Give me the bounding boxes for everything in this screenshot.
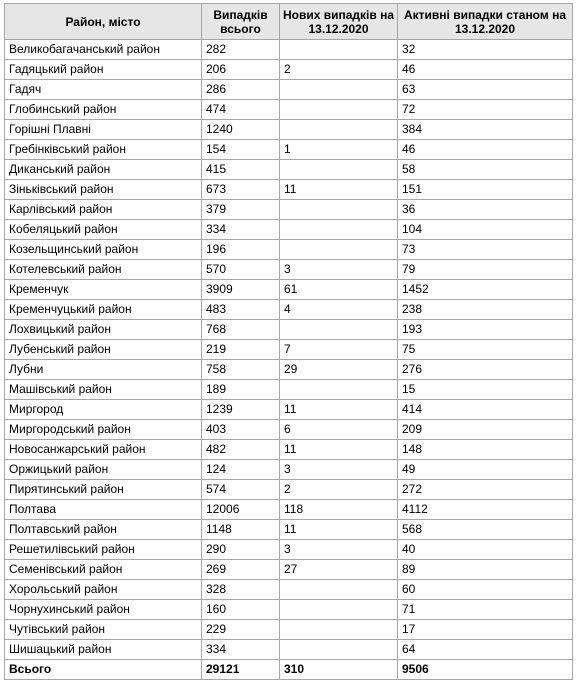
- cell-new-cases: [280, 40, 398, 60]
- cell-active-cases: 60: [398, 580, 573, 600]
- cell-new-cases: 3: [280, 540, 398, 560]
- cell-new-cases: 3: [280, 460, 398, 480]
- cell-new-cases: 4: [280, 300, 398, 320]
- total-active-cases: 9506: [398, 660, 573, 680]
- cell-total-cases: 286: [202, 80, 280, 100]
- cell-new-cases: 2: [280, 480, 398, 500]
- cell-new-cases: [280, 80, 398, 100]
- table-row: [5, 300, 573, 320]
- cell-total-cases: 1240: [202, 120, 280, 140]
- table-row: [5, 180, 573, 200]
- cell-district: Семенівський район: [5, 560, 202, 580]
- cell-district: Диканський район: [5, 160, 202, 180]
- cell-total-cases: 482: [202, 440, 280, 460]
- cell-new-cases: 27: [280, 560, 398, 580]
- table-header-row: [5, 4, 573, 40]
- cell-district: Шишацький район: [5, 640, 202, 660]
- table-row: [5, 560, 573, 580]
- cell-new-cases: 61: [280, 280, 398, 300]
- table-row: [5, 520, 573, 540]
- table-row: [5, 500, 573, 520]
- cell-district: Полтава: [5, 500, 202, 520]
- cell-new-cases: [280, 220, 398, 240]
- cell-total-cases: 768: [202, 320, 280, 340]
- cell-district: Кременчук: [5, 280, 202, 300]
- cell-active-cases: 64: [398, 640, 573, 660]
- cell-district: Великобагачанський район: [5, 40, 202, 60]
- cell-district: Лохвицький район: [5, 320, 202, 340]
- cell-new-cases: 118: [280, 500, 398, 520]
- cell-active-cases: 73: [398, 240, 573, 260]
- cell-total-cases: 403: [202, 420, 280, 440]
- table-row: [5, 40, 573, 60]
- cell-district: Лубенський район: [5, 340, 202, 360]
- cell-district: Зіньківський район: [5, 180, 202, 200]
- cell-district: Гадяч: [5, 80, 202, 100]
- cell-district: Кобеляцький район: [5, 220, 202, 240]
- cell-active-cases: 75: [398, 340, 573, 360]
- cell-total-cases: 379: [202, 200, 280, 220]
- cell-new-cases: 7: [280, 340, 398, 360]
- table-row: [5, 640, 573, 660]
- cell-active-cases: 568: [398, 520, 573, 540]
- cell-total-cases: 219: [202, 340, 280, 360]
- table-row: [5, 120, 573, 140]
- cell-active-cases: 276: [398, 360, 573, 380]
- cell-total-cases: 12006: [202, 500, 280, 520]
- cell-district: Карлівський район: [5, 200, 202, 220]
- covid-cases-table: [4, 3, 573, 680]
- cell-total-cases: 196: [202, 240, 280, 260]
- cell-active-cases: 17: [398, 620, 573, 640]
- cell-total-cases: 189: [202, 380, 280, 400]
- cell-active-cases: 32: [398, 40, 573, 60]
- cell-district: Чорнухинський район: [5, 600, 202, 620]
- table-row: [5, 420, 573, 440]
- cell-total-cases: 570: [202, 260, 280, 280]
- cell-district: Козельщинський район: [5, 240, 202, 260]
- cell-district: Гребінківський район: [5, 140, 202, 160]
- cell-total-cases: 154: [202, 140, 280, 160]
- cell-active-cases: 72: [398, 100, 573, 120]
- cell-active-cases: 104: [398, 220, 573, 240]
- header-active-cases: Активні випадки станом на 13.12.2020: [398, 4, 573, 40]
- table-row: [5, 580, 573, 600]
- cell-total-cases: 3909: [202, 280, 280, 300]
- table-row: [5, 200, 573, 220]
- cell-district: Машівський район: [5, 380, 202, 400]
- cell-district: Пирятинський район: [5, 480, 202, 500]
- cell-district: Новосанжарський район: [5, 440, 202, 460]
- cell-district: Решетилівський район: [5, 540, 202, 560]
- cell-total-cases: 415: [202, 160, 280, 180]
- cell-active-cases: 89: [398, 560, 573, 580]
- cell-total-cases: 328: [202, 580, 280, 600]
- cell-total-cases: 334: [202, 220, 280, 240]
- cell-district: Котелевський район: [5, 260, 202, 280]
- cell-active-cases: 151: [398, 180, 573, 200]
- cell-district: Кременчуцький район: [5, 300, 202, 320]
- cell-new-cases: [280, 200, 398, 220]
- table-row: [5, 340, 573, 360]
- total-cases: 29121: [202, 660, 280, 680]
- cell-active-cases: 209: [398, 420, 573, 440]
- cell-active-cases: 49: [398, 460, 573, 480]
- cell-total-cases: 124: [202, 460, 280, 480]
- cell-total-cases: 334: [202, 640, 280, 660]
- table-row: [5, 260, 573, 280]
- cell-district: Гадяцький район: [5, 60, 202, 80]
- cell-district: Глобинський район: [5, 100, 202, 120]
- cell-active-cases: 71: [398, 600, 573, 620]
- cell-district: Лубни: [5, 360, 202, 380]
- cell-active-cases: 193: [398, 320, 573, 340]
- total-label: Всього: [5, 660, 202, 680]
- cell-new-cases: [280, 600, 398, 620]
- cell-active-cases: 414: [398, 400, 573, 420]
- cell-new-cases: [280, 160, 398, 180]
- table-row: [5, 620, 573, 640]
- table-row: [5, 540, 573, 560]
- cell-new-cases: 29: [280, 360, 398, 380]
- table-row: [5, 60, 573, 80]
- cell-active-cases: 63: [398, 80, 573, 100]
- cell-new-cases: 2: [280, 60, 398, 80]
- header-district: Район, місто: [5, 4, 202, 40]
- header-new-cases: Нових випадків на 13.12.2020: [280, 4, 398, 40]
- header-total-cases: Випадків всього: [202, 4, 280, 40]
- table-row: [5, 480, 573, 500]
- cell-active-cases: 46: [398, 140, 573, 160]
- cell-active-cases: 1452: [398, 280, 573, 300]
- cell-new-cases: [280, 100, 398, 120]
- cell-new-cases: 11: [280, 180, 398, 200]
- table-row: [5, 400, 573, 420]
- cell-district: Чутівський район: [5, 620, 202, 640]
- cell-active-cases: 40: [398, 540, 573, 560]
- cell-total-cases: 1148: [202, 520, 280, 540]
- table-body: [5, 40, 573, 660]
- cell-total-cases: 483: [202, 300, 280, 320]
- cell-active-cases: 46: [398, 60, 573, 80]
- table-row: [5, 380, 573, 400]
- cell-active-cases: 272: [398, 480, 573, 500]
- cell-new-cases: 1: [280, 140, 398, 160]
- cell-district: Горішні Плавні: [5, 120, 202, 140]
- table-row: [5, 360, 573, 380]
- cell-total-cases: 160: [202, 600, 280, 620]
- cell-new-cases: [280, 320, 398, 340]
- cell-active-cases: 15: [398, 380, 573, 400]
- cell-district: Миргородський район: [5, 420, 202, 440]
- table-row: [5, 100, 573, 120]
- cell-total-cases: 206: [202, 60, 280, 80]
- cell-total-cases: 282: [202, 40, 280, 60]
- cell-district: Хорольський район: [5, 580, 202, 600]
- cell-new-cases: [280, 640, 398, 660]
- cell-active-cases: 58: [398, 160, 573, 180]
- cell-total-cases: 474: [202, 100, 280, 120]
- cell-new-cases: 3: [280, 260, 398, 280]
- cell-active-cases: 4112: [398, 500, 573, 520]
- cell-district: Миргород: [5, 400, 202, 420]
- cell-new-cases: 11: [280, 520, 398, 540]
- total-row: [5, 660, 573, 680]
- cell-new-cases: [280, 380, 398, 400]
- table-row: [5, 280, 573, 300]
- table-row: [5, 160, 573, 180]
- cell-active-cases: 79: [398, 260, 573, 280]
- cell-district: Оржицький район: [5, 460, 202, 480]
- cell-new-cases: [280, 580, 398, 600]
- table-row: [5, 440, 573, 460]
- cell-total-cases: 673: [202, 180, 280, 200]
- cell-active-cases: 384: [398, 120, 573, 140]
- cell-new-cases: [280, 240, 398, 260]
- table-row: [5, 80, 573, 100]
- cell-total-cases: 1239: [202, 400, 280, 420]
- table-row: [5, 600, 573, 620]
- table-row: [5, 320, 573, 340]
- cell-new-cases: [280, 120, 398, 140]
- table-row: [5, 460, 573, 480]
- table-row: [5, 140, 573, 160]
- total-new-cases: 310: [280, 660, 398, 680]
- cell-new-cases: 11: [280, 440, 398, 460]
- cell-active-cases: 148: [398, 440, 573, 460]
- cell-total-cases: 269: [202, 560, 280, 580]
- cell-total-cases: 758: [202, 360, 280, 380]
- cell-total-cases: 229: [202, 620, 280, 640]
- table-row: [5, 220, 573, 240]
- cell-active-cases: 238: [398, 300, 573, 320]
- cell-total-cases: 290: [202, 540, 280, 560]
- cell-new-cases: 11: [280, 400, 398, 420]
- cell-new-cases: [280, 620, 398, 640]
- cell-active-cases: 36: [398, 200, 573, 220]
- cell-new-cases: 6: [280, 420, 398, 440]
- cell-district: Полтавський район: [5, 520, 202, 540]
- cell-total-cases: 574: [202, 480, 280, 500]
- table-row: [5, 240, 573, 260]
